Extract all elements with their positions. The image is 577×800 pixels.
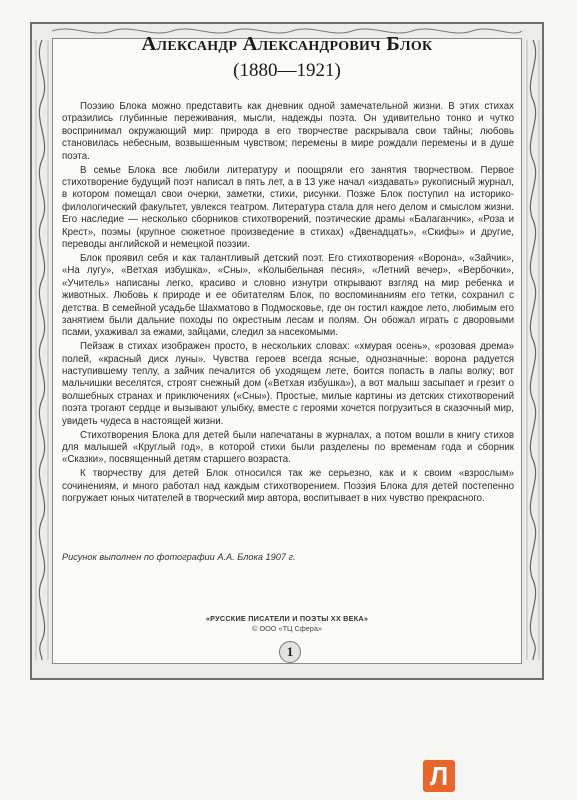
paragraph: Стихотворения Блока для детей были напечатаны в журналах, а потом вошли в книгу стихов для малышей «Круглый год», в которой стихи были разделены по временам года и сборник «Сказки», посвященный детям старшего возраста.	[62, 429, 514, 466]
page-title: Александр Александрович Блок	[141, 33, 433, 55]
paragraph: В семье Блока все любили литературу и поощряли его занятия творчеством. Первое стихотворение будущий поэт написал в пять лет, а в 13 уже начал «издавать» рукописный журнал, в котором помещал свои очерки, заметки, стихи, рисунки. Позже Блок поступил на историко-филологический факультет, увлекся театром. Литература стала для него делом и смыслом жизни. Его наследие — несколько сборников стихотворений, поэтические драмы «Балаганчик», «Роза и Крест», поэмы (крупное сюжетное произведение в стихах) «Двенадцать», «Скифы» и другие, переводы английской и немецкой поэзии.	[62, 164, 514, 250]
paragraph: Пейзаж в стихах изображен просто, в нескольких словах: «хмурая осень», «розовая дрема» полей, «красный диск луны». Чувства героев всегда ясные, однозначные: ворона радуется наступившему теплу, а зайчик печалится об уходящем лете, боится попасть в лапы волку; вот мальчишки веселятся, строят снежный дом («Ветхая избушка»), а вот малыш засыпает и грезит о волшебных странах и приключениях («Сны»). Простые, милые картины из детских стихотворений поэта трогают сердце и вызывают улыбку, вместе с героями хочется погрузиться в сказочный мир, увидеть чудеса в настоящей жизни.	[62, 341, 514, 427]
illustration-caption: Рисунок выполнен по фотографии А.А. Блока 1907 г.	[62, 552, 296, 562]
ornament-left-border	[33, 40, 51, 660]
paragraph: К творчеству для детей Блок относился так же серьезно, как и к своим «взрослым» сочинениям, и много работал над каждым стихотворением. Поэзия Блока для детей постепенно погружает юных читателей в творческий мир автора, воспитывает в них чувство прекрасного.	[62, 468, 514, 505]
article-body	[62, 101, 514, 507]
publisher-copyright: © ООО «ТЦ Сфера»	[252, 624, 322, 633]
ornament-right-border	[524, 40, 542, 660]
series-title: «РУССКИЕ ПИСАТЕЛИ И ПОЭТЫ XX ВЕКА»	[205, 614, 369, 623]
paragraph: Поэзию Блока можно представить как дневник одной замечательной жизни. В этих стихах отразились глубинные переживания, мысли, надежды поэта. Он удивительно тонко и чутко воспринимал окружающий мир: природа в его творчестве раскрывала свои тайны; любовь становилась небесным, возвышенным чувством; перемены в мире рождали перемены и в душе поэта.	[62, 101, 514, 162]
publisher-logo-icon: Л	[423, 760, 455, 792]
life-years: (1880—1921)	[233, 60, 341, 81]
paragraph: Блок проявил себя и как талантливый детский поэт. Его стихотворения «Ворона», «Зайчик», «На лугу», «Ветхая избушка», «Сны», «Колыбельная песня», «Летний вечер», «Вербочки», «Учитель» написаны легко, красиво и словно изнутри открывают взгляд на мир ребенка и животных. Любовь к природе и ее обитателям Блок, по воспоминаниям его тетки, сохранил с детства. В семейной усадьбе Шахматово в Подмосковье, где он гостил каждое лето, любимым его занятием были дальние походы по окрестным лесам и полям. Он обожал играть с дворовыми псами, ухаживал за ежами, зайцами, следил за насекомыми.	[62, 252, 514, 339]
page-number-badge: 1	[279, 641, 301, 663]
